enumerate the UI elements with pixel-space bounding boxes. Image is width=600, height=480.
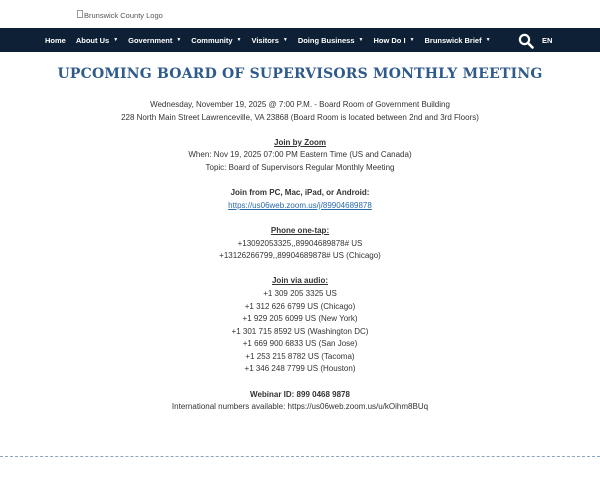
logo-alt-text: Brunswick County Logo xyxy=(84,10,163,20)
caret-down-icon: ▼ xyxy=(409,37,415,43)
main-nav xyxy=(0,28,600,52)
nav-item-label: Brunswick Brief xyxy=(424,35,482,45)
footer-divider xyxy=(0,456,600,457)
nav-item-government[interactable] xyxy=(123,28,186,52)
nav-item-home[interactable] xyxy=(40,28,71,52)
caret-down-icon: ▼ xyxy=(485,37,491,43)
audio-number: +1 301 715 8592 US (Washington DC) xyxy=(231,326,369,336)
caret-down-icon: ▼ xyxy=(176,37,182,43)
meeting-address: 228 North Main Street Lawrenceville, VA 23868 (Board Room is located between 2nd and 3rd Floors) xyxy=(121,112,479,122)
zoom-topic: Topic: Board of Supervisors Regular Monthly Meeting xyxy=(205,162,395,172)
nav-item-brunswick-brief[interactable] xyxy=(420,28,496,52)
nav-item-label: Community xyxy=(191,35,233,45)
page-title: UPCOMING BOARD OF SUPERVISORS MONTHLY MEETING xyxy=(57,66,543,82)
zoom-join-link[interactable]: https://us06web.zoom.us/j/89904689878 xyxy=(228,200,372,210)
phone-tap-number: +13092053325,,89904689878# US xyxy=(237,238,363,248)
caret-down-icon: ▼ xyxy=(358,37,364,43)
search-icon[interactable] xyxy=(518,33,534,49)
meeting-date: Wednesday, November 19, 2025 @ 7:00 P.M. - Board Room of Government Building xyxy=(150,100,450,109)
nav-item-label: About Us xyxy=(75,35,110,45)
nav-item-label: Government xyxy=(128,35,173,45)
audio-number: +1 309 205 3325 US xyxy=(263,288,337,298)
nav-item-label: Doing Business xyxy=(297,35,355,45)
phone-tap-number: +13126266799,,89904689878# US (Chicago) xyxy=(219,251,381,261)
nav-item-community[interactable] xyxy=(186,28,246,52)
audio-heading: Join via audio: xyxy=(271,276,328,286)
caret-down-icon: ▼ xyxy=(113,37,119,43)
nav-item-doing-business[interactable] xyxy=(293,28,369,52)
nav-item-visitors[interactable] xyxy=(246,28,292,52)
zoom-when: When: Nov 19, 2025 07:00 PM Eastern Time (US and Canada) xyxy=(188,150,412,160)
audio-number: +1 669 900 6833 US (San Jose) xyxy=(242,339,358,349)
nav-item-about-us[interactable] xyxy=(71,28,123,52)
nav-item-label: Visitors xyxy=(251,35,279,45)
nav-item-label: How Do I xyxy=(373,35,406,45)
logo[interactable] xyxy=(77,8,163,22)
nav-items xyxy=(40,28,496,52)
meeting-details xyxy=(0,99,600,414)
pc-join-heading: Join from PC, Mac, iPad, or Android: xyxy=(230,188,370,198)
nav-item-how-do-i[interactable] xyxy=(368,28,419,52)
zoom-heading: Join by Zoom xyxy=(274,137,326,147)
audio-number: +1 929 205 6099 US (New York) xyxy=(242,314,358,324)
caret-down-icon: ▼ xyxy=(282,37,288,43)
webinar-id: Webinar ID: 899 0468 9878 xyxy=(250,389,350,399)
phone-one-tap-heading: Phone one-tap: xyxy=(270,225,330,235)
audio-number: +1 312 626 6799 US (Chicago) xyxy=(244,301,356,311)
caret-down-icon: ▼ xyxy=(236,37,242,43)
audio-number: +1 253 215 8782 US (Tacoma) xyxy=(245,351,355,361)
language-selector[interactable]: EN xyxy=(542,35,553,45)
audio-number: +1 346 248 7799 US (Houston) xyxy=(244,364,356,374)
international-numbers: International numbers available: https://us06web.zoom.us/u/kOihm8BUq xyxy=(171,402,429,412)
broken-image-icon xyxy=(77,10,83,18)
nav-item-label: Home xyxy=(45,35,66,45)
